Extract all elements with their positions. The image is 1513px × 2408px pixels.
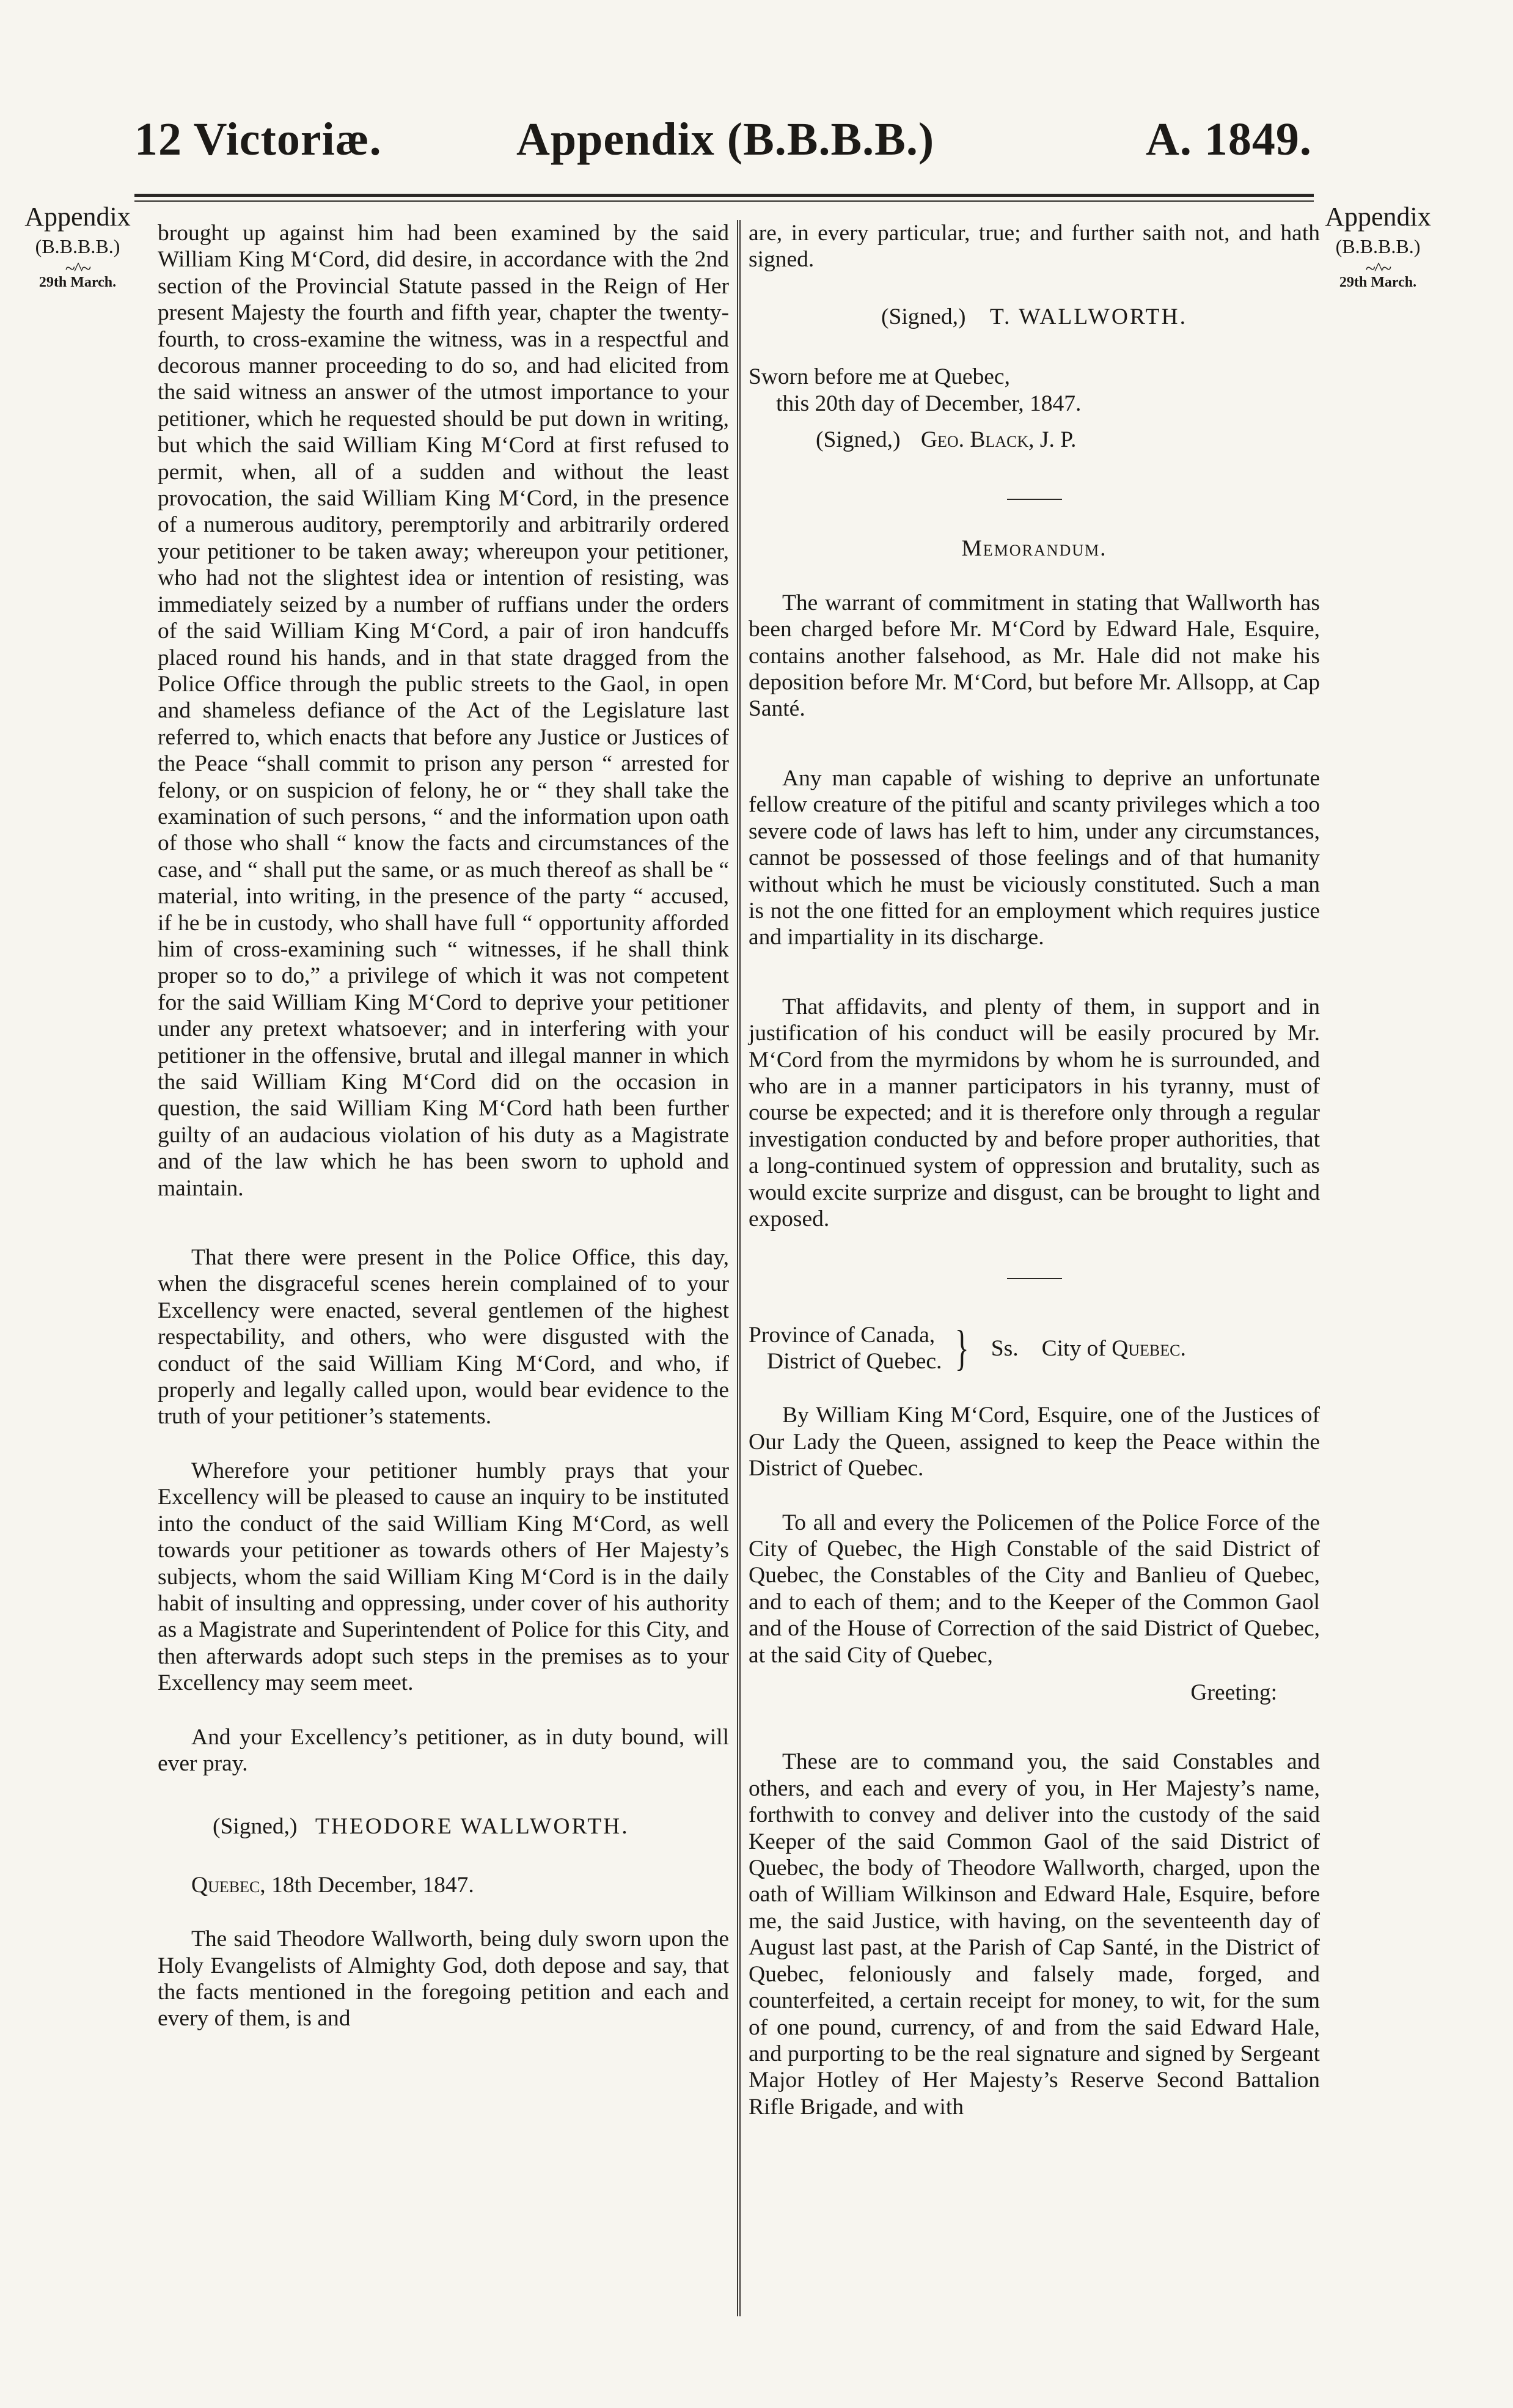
margin-note-title: Appendix [1325,202,1431,232]
signature-label: (Signed,) [213,1814,298,1840]
section-rule [1007,1278,1062,1279]
greeting: Greeting: [1190,1680,1277,1706]
ss-mark: Ss. [991,1335,1019,1361]
district-line: District of Quebec. [767,1349,942,1375]
margin-note-sub: (B.B.B.B.) [35,235,120,257]
petition-paragraph: brought up against him had been examined by the said William King M‘Cord, did desire, in accordance with the 2nd section of the Provincial Statute passed in the Reign of Her present Majesty the fourth and fifth year, chapter the twenty-fourth, to cross-examine the witness, was in a respectful and decorous manner proceeding to do so, and had elicited from the said witness an answer of the utmost importance to your petitioner, which he requested should be put down in writing, but which the said William King M‘Cord at first refused to permit, when, all of a sudden and without the least provocation, the said William King M‘Cord, in the presence of a numerous auditory, peremptorily and arbitrarily ordered your petitioner to be taken away; whereupon your petitioner, who had not the slightest idea or intention of resisting, was immediately seized by a number of ruffians under the orders of the said William King M‘Cord, a pair of iron handcuffs placed round his hands, and in that state dragged from the Police Office through the public streets to the Gaol, in open and shameless defiance of the Act of the Legislature last referred to, which enacts that before any Justice or Justices of the Peace “shall commit to prison any person “ arrested for felony, or on suspicion of felony, he or “ they shall take the examination of such persons, “ and the information upon oath of those who shall “ know the facts and circumstances of the case, and “ shall put the same, or as much thereof as shall be “ material, into writing, in the presence of the party “ accused, if he be in custody, who shall have full “ opportunity afforded him of cross-examining such “ witnesses, if he shall think proper so to do,” a privilege of which it was not competent for the said William King M‘Cord to deprive your petitioner under any pretext whatsoever; and in interfering with your petitioner in the offensive, brutal and illegal manner in which the said William King M‘Cord did on the occasion in question, the said William King M‘Cord hath been further guilty of an audacious violation of his duty as a Magistrate and of the law which he has been sworn to uphold and maintain. [158,221,729,1201]
brace-glyph: } [955,1321,970,1376]
header-rule-thin [134,200,1314,202]
petitioner-signature [158,1813,729,1840]
header-appendix-title: Appendix (B.B.B.B.) [516,114,935,165]
province-line: Province of Canada, [749,1323,936,1348]
margin-note-left [13,202,142,292]
deponent-signature [749,304,1320,330]
city-prefix: City of [1041,1335,1106,1361]
margin-note-date: 29th March. [38,274,117,291]
left-column [158,220,729,2032]
warrant-paragraph: By William King M‘Cord, Esquire, one of the Justices of Our Lady the Queen, assigned to keep the Peace within the District of Quebec. [749,1403,1320,1481]
city-name: Quebec. [1112,1335,1186,1361]
signature-name: Geo. Black, J. P. [920,427,1077,453]
margin-note-right [1314,202,1442,292]
memorandum-paragraph: That affidavits, and plenty of them, in support and in justification of his conduct will be easily procured by Mr. M‘Cord from the myrmidons by whom he is surrounded, and who are in a manner participators in his tyranny, must of course be expected; and it is therefore only through a regular investigation conducted by and before proper authorities, that a long-continued system of oppression and brutality, such as would excite surprize and disgust, can be brought to light and exposed. [749,994,1320,1232]
place: Quebec, [191,1872,266,1898]
place-date [158,1872,729,1898]
margin-note-title: Appendix [24,202,131,232]
city-line [1042,1335,1186,1362]
memorandum-heading: Memorandum. [961,536,1107,562]
header-year: A. 1849. [1146,114,1312,165]
margin-note-swash: ~^~ [1365,259,1391,279]
memorandum-paragraph: The warrant of commitment in stating that Wallworth has been charged before Mr. M‘Cord by Edward Hale, Esquire, contains another falsehood, as Mr. Hale did not make his deposition before Mr. M‘Cord, but before Mr. Allsopp, at Cap Santé. [749,590,1320,722]
province-heading [749,1322,1320,1375]
margin-note-sub: (B.B.B.B.) [1335,235,1421,257]
jurat [749,364,1320,453]
memorandum-paragraph: Any man capable of wishing to deprive an unfortunate fellow creature of the pitiful and scanty privileges which a too severe code of laws has left to him, under any circumstances, cannot be possessed of those feelings and of that humanity without which he must be viciously constituted. Such a man is not the one fitted for an employment which requires justice and impartiality in its discharge. [749,765,1320,950]
affidavit-continuation: are, in every particular, true; and further saith not, and hath signed. [749,221,1320,273]
jurat-line-2: this 20th day of December, 1847. [776,391,1082,416]
section-rule [1007,499,1062,500]
jurat-line-1: Sworn before me at Quebec, [749,364,1010,390]
petition-paragraph: That there were present in the Police Office, this day, when the disgraceful scenes herein complained of to your Excellency were enacted, several gentlemen of the highest respectability, and others, who were disgusted with the conduct of the said William King M‘Cord, and who, if properly and legally called upon, would bear evidence to the truth of your petitioner’s statements. [158,1245,729,1430]
right-column [749,220,1320,2120]
signature-label: (Signed,) [816,427,901,453]
signature-label: (Signed,) [881,304,966,329]
margin-note-date: 29th March. [1339,274,1417,291]
column-divider [737,220,741,2316]
affidavit-paragraph: The said Theodore Wallworth, being duly sworn upon the Holy Evangelists of Almighty God, doth depose and say, that the facts mentioned in the foregoing petition and each and every of them, is and [158,1926,729,2032]
date: 18th December, 1847. [271,1872,474,1898]
petition-paragraph: And your Excellency’s petitioner, as in duty bound, will ever pray. [158,1724,729,1776]
signature-name: THEODORE WALLWORTH. [315,1814,629,1840]
header-rule-thick [134,194,1314,197]
signature-name: T. WALLWORTH. [989,304,1188,329]
header-session: 12 Victoriæ. [134,114,382,165]
warrant-paragraph: These are to command you, the said Constables and others, and each and every of you, in Her Majesty’s name, forthwith to convey and deliver into the custody of the said Keeper of the said Common Gaol of the said District of Quebec, the body of Theodore Wallworth, charged, upon the oath of William Wilkinson and Edward Hale, Esquire, before me, the said Justice, with having, on the seventeenth day of August last past, at the Parish of Cap Santé, in the District of Quebec, feloniously and falsely made, forged, and counterfeited, a certain receipt for money, to wit, for the sum of one pound, currency, of and from the said Edward Hale, and purporting to be the real signature and signed by Sergeant Major Hotley of Her Majesty’s Reserve Second Battalion Rifle Brigade, and with [749,1749,1320,2120]
petition-paragraph: Wherefore your petitioner humbly prays that your Excellency will be pleased to cause an inquiry to be instituted into the conduct of the said William King M‘Cord, as well towards your petitioner as towards others of Her Majesty’s subjects, whom the said William King M‘Cord is in the daily habit of insulting and oppressing, under cover of his authority as a Magistrate and Superintendent of Police for this City, and then afterwards adopt such steps in the premises as to your Excellency may seem meet. [158,1458,729,1696]
justice-signature [749,427,1320,453]
margin-note-swash: ~^~ [65,259,90,279]
warrant-paragraph: To all and every the Policemen of the Police Force of the City of Quebec, the High Constable of the said District of Quebec, the Constables of the City and Banlieu of Quebec, and to each of them; and to the Keeper of the Common Gaol and of the House of Correction of the said District of Quebec, at the said City of Quebec, [749,1510,1320,1668]
province-names [749,1322,942,1375]
